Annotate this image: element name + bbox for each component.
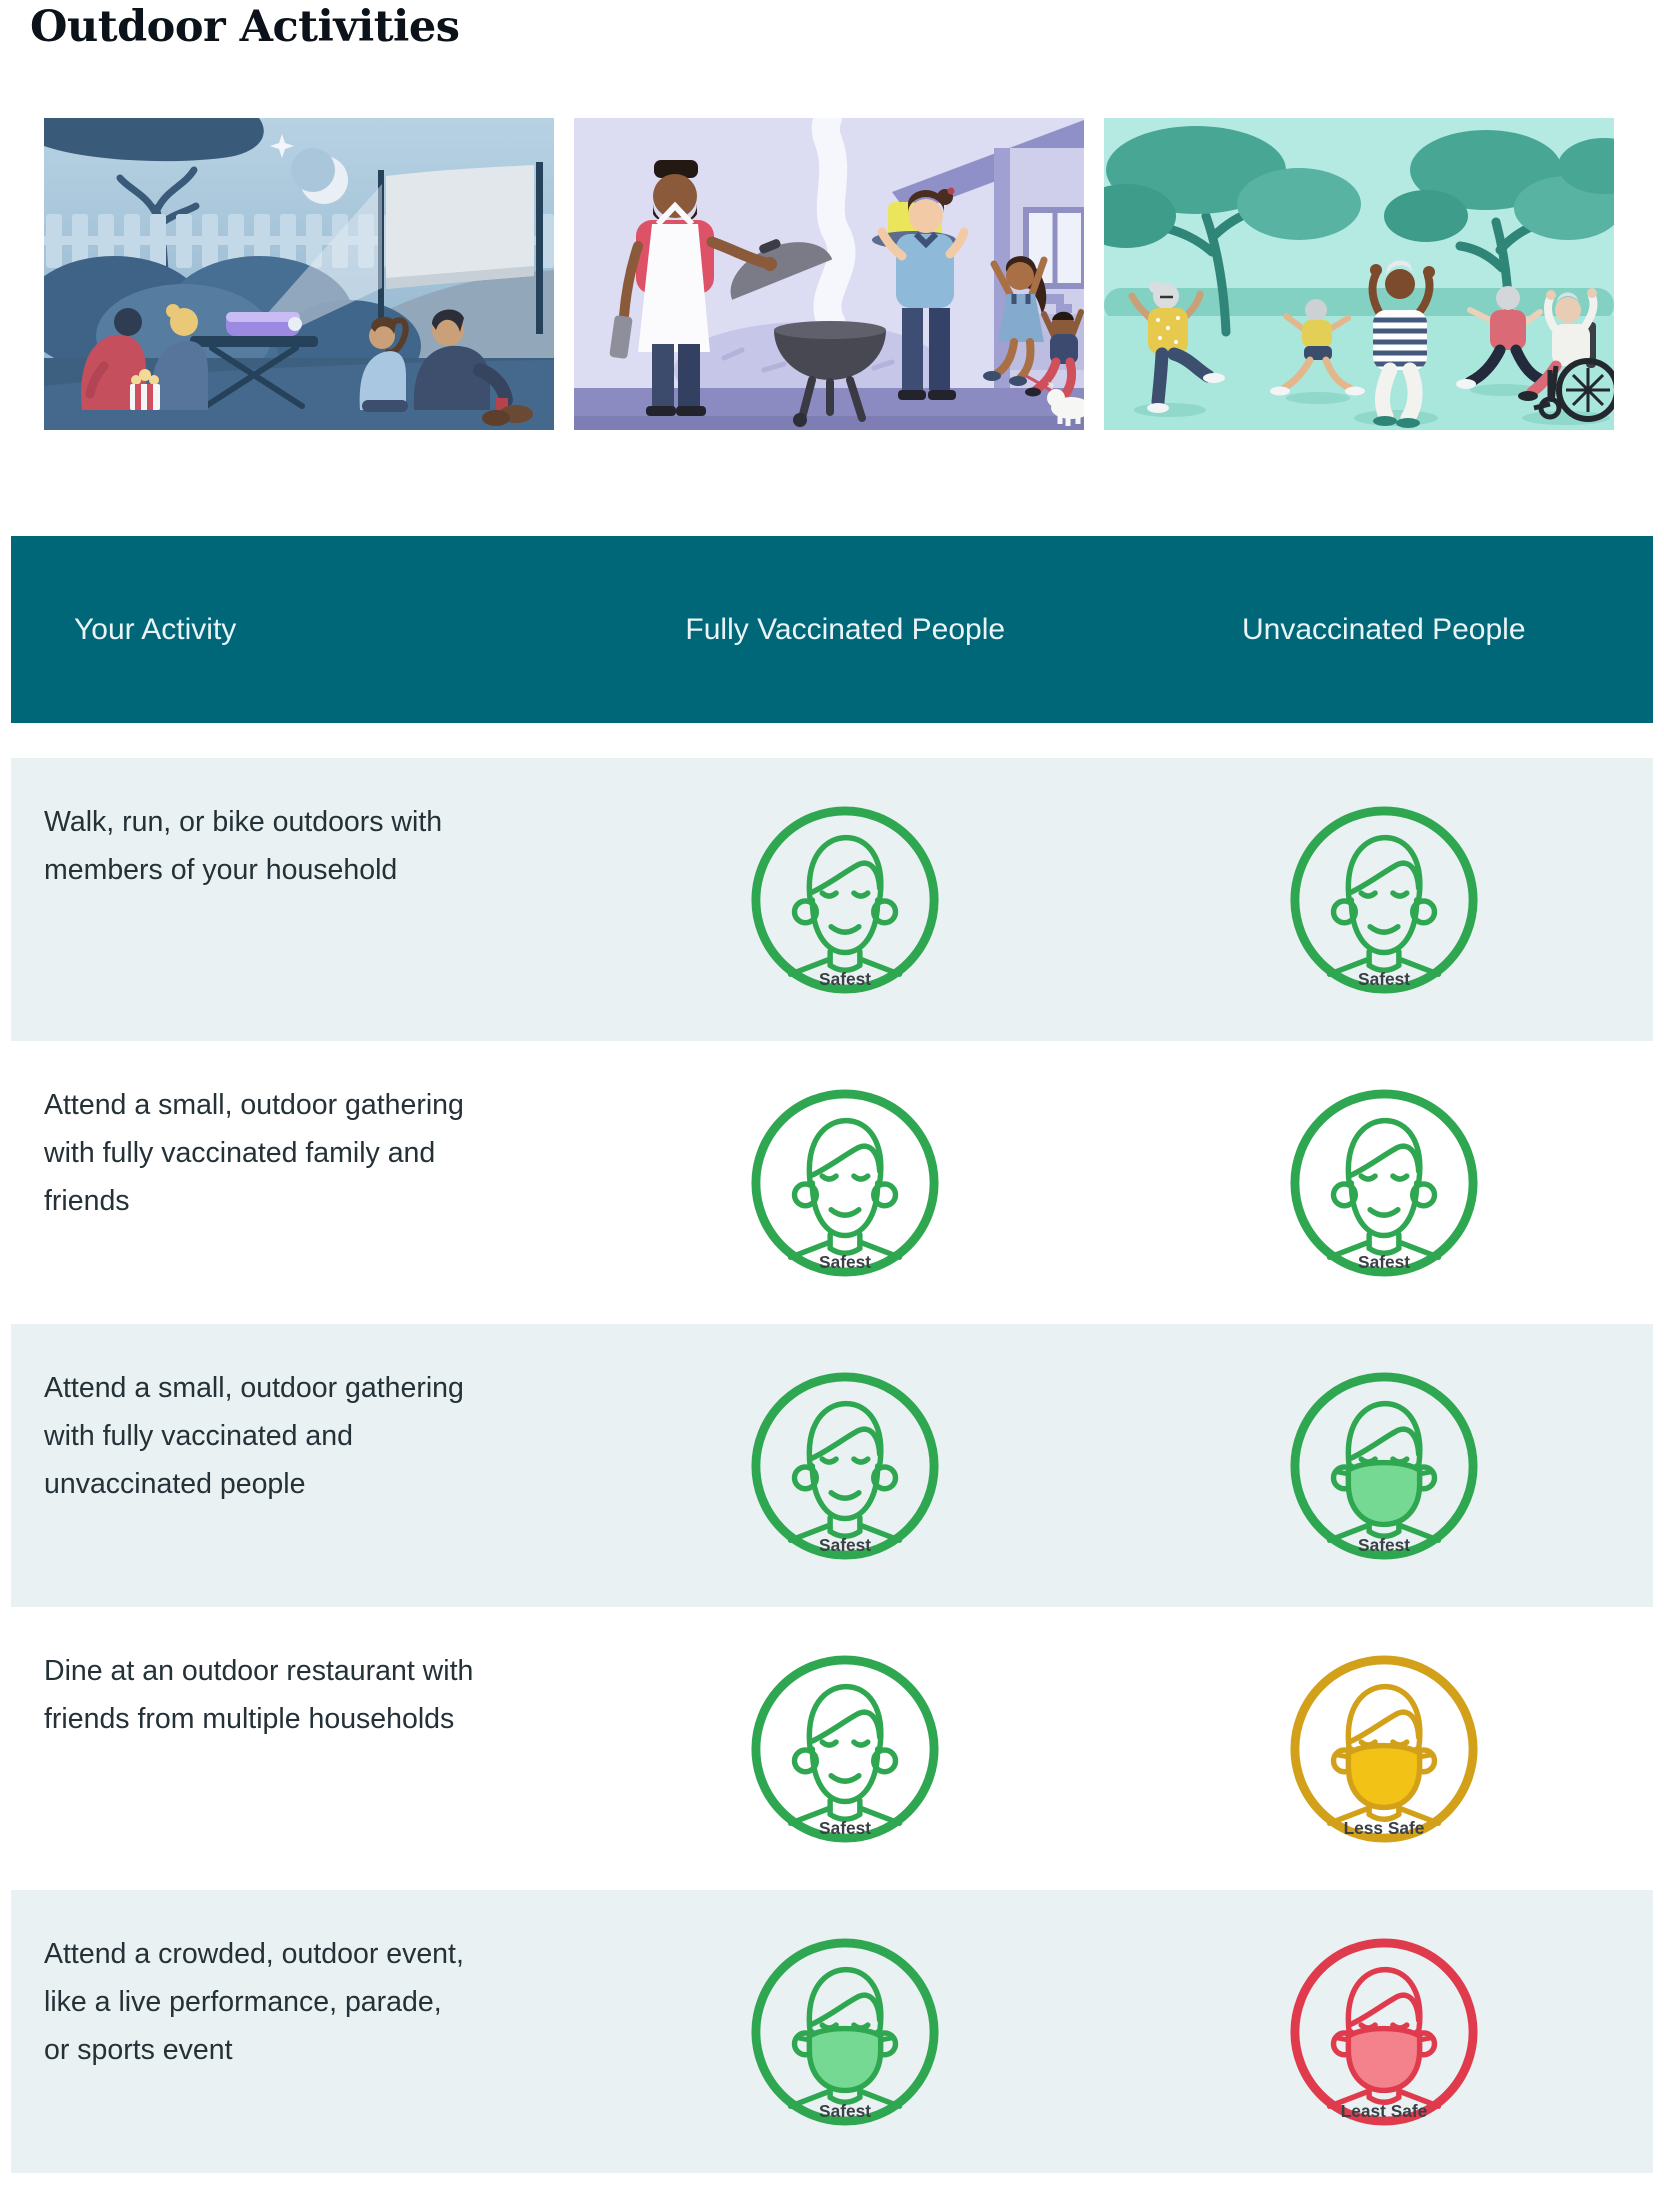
safest-face-icon [1285,801,1483,999]
outdoor-movie-illustration [44,118,554,430]
fully-vaccinated-risk-cell [576,1041,1115,1324]
unvaccinated-risk-cell [1115,1890,1654,2173]
table-row [11,758,1653,1041]
risk-table [11,536,1653,2173]
safest-masked-face-icon [1285,1367,1483,1565]
safest-face-icon [746,1367,944,1565]
table-row [11,1324,1653,1607]
less-safe-masked-face-icon [1285,1650,1483,1848]
activity-text: Attend a small, outdoor gathering with fully vaccinated family and friends [44,1089,464,1217]
smoke [826,118,842,324]
projector-icon [226,312,302,336]
unvaccinated-risk-cell [1115,1607,1654,1890]
table-header [11,536,1653,723]
header-unvaccinated: Unvaccinated People [1241,612,1526,646]
table-row [11,1890,1653,2173]
risk-level-label: Safest [819,1817,872,1838]
header-your-activity: Your Activity [74,612,237,646]
risk-level-label: Safest [819,968,872,989]
risk-level-label: Less Safe [1343,1817,1425,1838]
safest-masked-face-icon [746,1933,944,2131]
page-title: Outdoor Activities [30,2,460,52]
safest-face-icon [1285,1084,1483,1282]
barbecue-illustration [574,118,1084,430]
activity-text: Attend a crowded, outdoor event, like a live performance, parade, or sports event [44,1938,464,2066]
activity-text: Dine at an outdoor restaurant with friends from multiple households [44,1655,474,1735]
fully-vaccinated-risk-cell [576,1607,1115,1890]
risk-level-label: Safest [1357,1534,1410,1555]
risk-level-label: Safest [1357,1251,1410,1272]
fully-vaccinated-risk-cell [576,1324,1115,1607]
table-row [11,1041,1653,1324]
fully-vaccinated-risk-cell [576,1890,1115,2173]
activity-text: Walk, run, or bike outdoors with members of your household [44,806,443,886]
park-exercise-illustration [1104,118,1614,430]
risk-level-label: Safest [819,2100,872,2121]
fully-vaccinated-risk-cell [576,758,1115,1041]
safest-face-icon [746,801,944,999]
safest-face-icon [746,1084,944,1282]
risk-level-label: Safest [1357,968,1410,989]
header-fully-vaccinated: Fully Vaccinated People [685,612,1006,646]
least-safe-masked-face-icon [1285,1933,1483,2131]
table-row [11,1607,1653,1890]
unvaccinated-risk-cell [1115,1324,1654,1607]
risk-level-label: Least Safe [1340,2100,1428,2121]
risk-level-label: Safest [819,1251,872,1272]
activity-text: Attend a small, outdoor gathering with fully vaccinated and unvaccinated people [44,1372,464,1500]
unvaccinated-risk-cell [1115,758,1654,1041]
table-body [11,758,1653,2173]
illustration-strip [44,118,1614,430]
safest-face-icon [746,1650,944,1848]
risk-level-label: Safest [819,1534,872,1555]
unvaccinated-risk-cell [1115,1041,1654,1324]
